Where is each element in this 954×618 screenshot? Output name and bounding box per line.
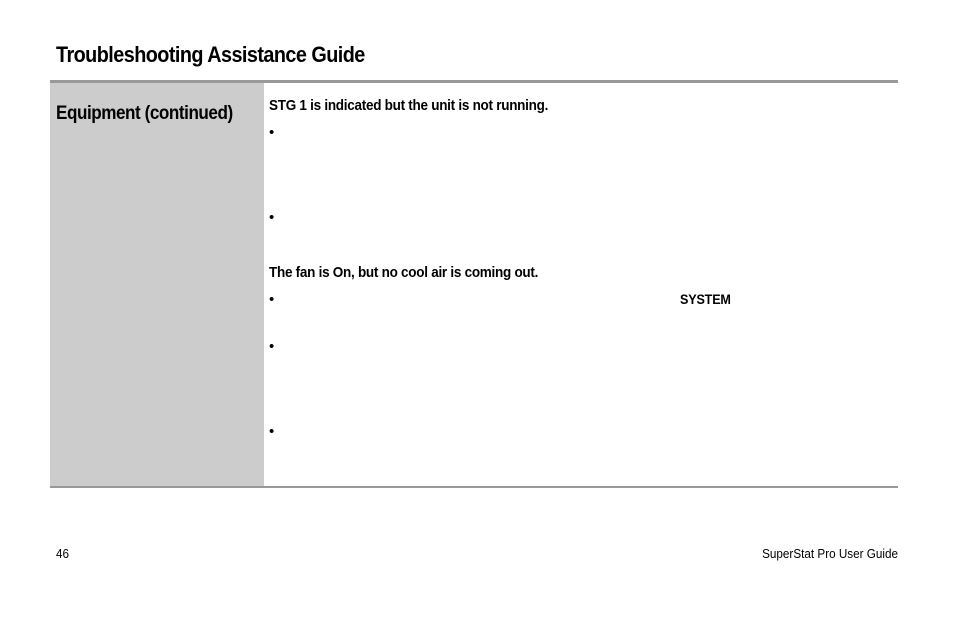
bullet-point: •	[269, 338, 275, 355]
section-heading: Equipment (continued)	[56, 103, 233, 124]
issue-heading-fan: The fan is On, but no cool air is coming out.	[269, 264, 539, 281]
content-panel	[264, 83, 898, 486]
page-number: 46	[56, 546, 70, 561]
system-keyword: SYSTEM	[680, 291, 731, 307]
bullet-point: •	[269, 291, 275, 308]
issue-heading-stg1: STG 1 is indicated but the unit is not running.	[269, 97, 549, 114]
bullet-point: •	[269, 423, 275, 440]
bottom-divider	[50, 486, 898, 488]
page-title: Troubleshooting Assistance Guide	[56, 42, 365, 67]
bullet-point: •	[269, 209, 275, 226]
footer-guide-title: SuperStat Pro User Guide	[762, 546, 898, 561]
section-sidebar	[50, 83, 264, 486]
bullet-point: •	[269, 124, 275, 141]
